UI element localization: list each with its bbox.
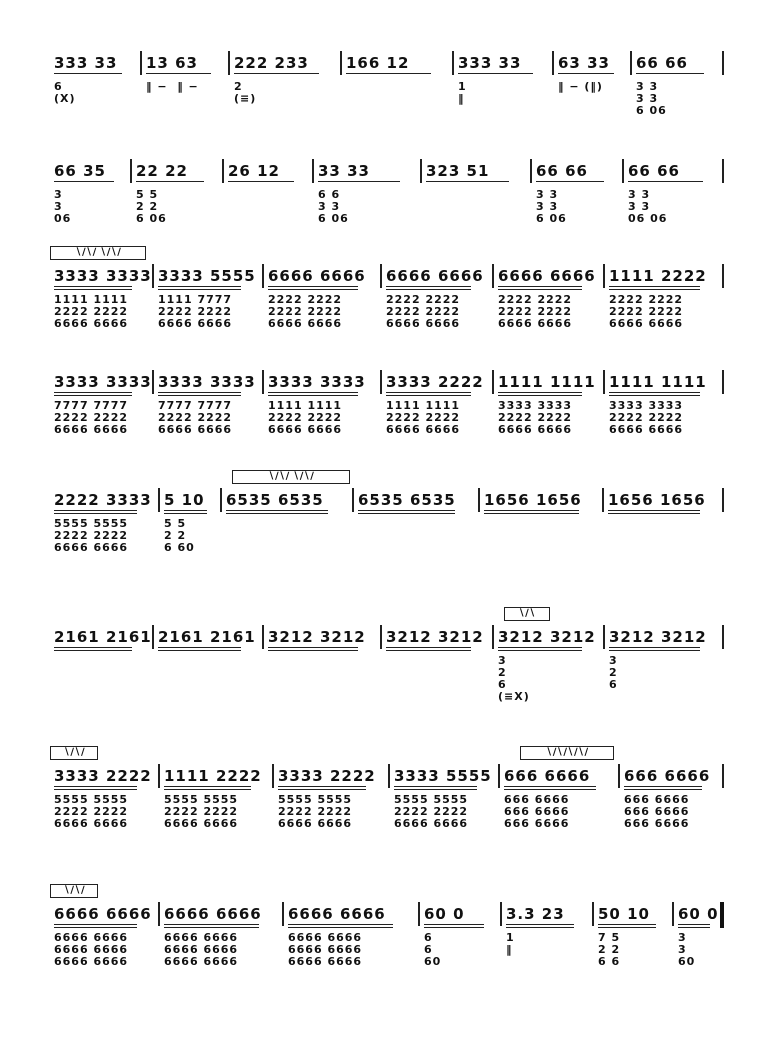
- harmony-stack: 2222 2222 2222 2222 6666 6666: [268, 293, 343, 330]
- beam-line: [234, 73, 319, 74]
- melody-measure: 323 51: [426, 162, 490, 180]
- melody-measure: 3333 5555: [394, 767, 492, 785]
- bar-line: [722, 264, 724, 288]
- bar-line: [618, 764, 620, 788]
- harmony-stack: 2222 2222 2222 2222 6666 6666: [386, 293, 461, 330]
- harmony-stack: 6666 6666 6666 6666 6666 6666: [54, 931, 129, 968]
- melody-measure: 166 12: [346, 54, 410, 72]
- beam-line: [624, 789, 702, 790]
- bar-line: [380, 625, 382, 649]
- harmony-stack: 5555 5555 2222 2222 6666 6666: [278, 793, 353, 830]
- bar-line: [152, 370, 154, 394]
- harmony-stack: 3333 3333 2222 2222 6666 6666: [498, 399, 573, 436]
- harmony-stack: 6666 6666 6666 6666 6666 6666: [164, 931, 239, 968]
- bar-line: [420, 159, 422, 183]
- melody-measure: 66 66: [536, 162, 588, 180]
- beam-line: [158, 289, 241, 290]
- harmony-stack: 3333 3333 2222 2222 6666 6666: [609, 399, 684, 436]
- beam-line: [54, 650, 132, 651]
- beam-line: [608, 510, 700, 511]
- beam-line: [498, 650, 582, 651]
- harmony-stack: 3 3 3 3 6 06: [636, 80, 667, 117]
- harmony-stack: 6 6 60: [424, 931, 442, 968]
- melody-measure: 66 66: [636, 54, 688, 72]
- beam-line: [288, 924, 393, 925]
- melody-measure: 3212 3212: [268, 628, 366, 646]
- melody-measure: 2222 3333: [54, 491, 152, 509]
- melody-measure: 6666 6666: [164, 905, 262, 923]
- beam-line: [424, 924, 484, 925]
- melody-measure: 6535 6535: [358, 491, 456, 509]
- melody-measure: 222 233: [234, 54, 309, 72]
- beam-line: [386, 647, 471, 648]
- melody-measure: 333 33: [54, 54, 118, 72]
- bar-line: [492, 625, 494, 649]
- beam-line: [158, 286, 241, 287]
- melody-measure: 6666 6666: [54, 905, 152, 923]
- melody-measure: 3333 2222: [278, 767, 376, 785]
- harmony-stack: ‖ − ‖ −: [146, 80, 199, 93]
- harmony-stack: 6 6 3 3 6 06: [318, 188, 349, 225]
- beam-line: [609, 289, 700, 290]
- bar-line: [722, 625, 724, 649]
- beam-line: [636, 73, 704, 74]
- melody-measure: 2161 2161: [54, 628, 152, 646]
- beam-line: [358, 510, 455, 511]
- melody-measure: 60 0: [424, 905, 465, 923]
- melody-measure: 33 33: [318, 162, 370, 180]
- harmony-stack: 5555 5555 2222 2222 6666 6666: [54, 517, 129, 554]
- beam-line: [609, 392, 700, 393]
- beam-line: [598, 927, 656, 928]
- beam-line: [536, 181, 604, 182]
- beam-line: [146, 73, 211, 74]
- melody-measure: 1656 1656: [608, 491, 706, 509]
- melody-measure: 2161 2161: [158, 628, 256, 646]
- beam-line: [558, 73, 614, 74]
- bar-line: [222, 159, 224, 183]
- beam-line: [628, 181, 703, 182]
- beam-line: [608, 513, 700, 514]
- beam-line: [426, 181, 509, 182]
- harmony-stack: 1111 1111 2222 2222 6666 6666: [268, 399, 343, 436]
- bar-line: [530, 159, 532, 183]
- beam-line: [54, 513, 137, 514]
- bar-line: [603, 370, 605, 394]
- melody-measure: 26 12: [228, 162, 280, 180]
- bar-line: [492, 264, 494, 288]
- beam-line: [54, 392, 132, 393]
- beam-line: [609, 650, 700, 651]
- melody-measure: 333 33: [458, 54, 522, 72]
- bar-line: [630, 51, 632, 75]
- melody-measure: 22 22: [136, 162, 188, 180]
- bar-line: [602, 488, 604, 512]
- beam-line: [226, 510, 328, 511]
- bowing-box: ∖∕∖∕: [50, 884, 98, 898]
- bar-line: [158, 488, 160, 512]
- harmony-stack: 666 6666 666 6666 666 6666: [504, 793, 570, 830]
- beam-line: [504, 786, 596, 787]
- beam-line: [598, 924, 656, 925]
- bar-line: [282, 902, 284, 926]
- beam-line: [268, 289, 358, 290]
- beam-line: [609, 647, 700, 648]
- bar-line: [220, 488, 222, 512]
- beam-line: [318, 181, 400, 182]
- harmony-stack: 5 5 2 2 6 60: [164, 517, 195, 554]
- harmony-stack: 1111 7777 2222 2222 6666 6666: [158, 293, 233, 330]
- beam-line: [136, 181, 204, 182]
- bar-line: [603, 625, 605, 649]
- harmony-stack: 1 ‖: [506, 931, 515, 956]
- bar-line: [722, 488, 724, 512]
- beam-line: [346, 73, 431, 74]
- bar-line: [478, 488, 480, 512]
- beam-line: [498, 286, 582, 287]
- harmony-stack: 3 3 3 3 06 06: [628, 188, 668, 225]
- beam-line: [424, 927, 484, 928]
- melody-measure: 50 10: [598, 905, 650, 923]
- bar-line: [152, 264, 154, 288]
- beam-line: [278, 786, 366, 787]
- bar-line: [340, 51, 342, 75]
- beam-line: [678, 924, 710, 925]
- bar-line: [158, 902, 160, 926]
- beam-line: [358, 513, 455, 514]
- beam-line: [624, 786, 702, 787]
- beam-line: [158, 395, 241, 396]
- beam-line: [386, 395, 471, 396]
- beam-line: [498, 395, 582, 396]
- bar-line: [262, 370, 264, 394]
- bar-line: [722, 370, 724, 394]
- bar-line: [130, 159, 132, 183]
- bowing-box: ∖∕∖∕: [50, 746, 98, 760]
- harmony-stack: 2 (≡): [234, 80, 257, 105]
- beam-line: [498, 289, 582, 290]
- beam-line: [394, 786, 477, 787]
- harmony-stack: 3 2 6 (≡X): [498, 654, 530, 703]
- bar-line: [262, 264, 264, 288]
- harmony-stack: 3 2 6: [609, 654, 618, 691]
- beam-line: [158, 650, 241, 651]
- beam-line: [226, 513, 328, 514]
- melody-measure: 6666 6666: [386, 267, 484, 285]
- harmony-stack: 3 3 3 3 6 06: [536, 188, 567, 225]
- harmony-stack: 5555 5555 2222 2222 6666 6666: [394, 793, 469, 830]
- beam-line: [54, 286, 132, 287]
- beam-line: [164, 924, 259, 925]
- harmony-stack: 7777 7777 2222 2222 6666 6666: [158, 399, 233, 436]
- bowing-box: ∖∕∖∕ ∖∕∖∕: [50, 246, 146, 260]
- bar-line: [418, 902, 420, 926]
- beam-line: [54, 73, 122, 74]
- beam-line: [268, 647, 358, 648]
- bar-line: [312, 159, 314, 183]
- harmony-stack: 6666 6666 6666 6666 6666 6666: [288, 931, 363, 968]
- melody-measure: 3333 2222: [54, 767, 152, 785]
- beam-line: [54, 789, 137, 790]
- bar-line: [158, 764, 160, 788]
- beam-line: [504, 789, 596, 790]
- melody-measure: 3212 3212: [386, 628, 484, 646]
- bar-line: [272, 764, 274, 788]
- melody-measure: 3333 2222: [386, 373, 484, 391]
- bar-line: [380, 370, 382, 394]
- harmony-stack: 7777 7777 2222 2222 6666 6666: [54, 399, 129, 436]
- melody-measure: 6666 6666: [268, 267, 366, 285]
- beam-line: [158, 392, 241, 393]
- beam-line: [268, 392, 358, 393]
- beam-line: [164, 510, 207, 511]
- melody-measure: 6666 6666: [288, 905, 386, 923]
- beam-line: [498, 647, 582, 648]
- bar-line: [672, 902, 674, 926]
- beam-line: [506, 927, 574, 928]
- melody-measure: 60 0: [678, 905, 719, 923]
- beam-line: [609, 286, 700, 287]
- beam-line: [484, 510, 579, 511]
- bar-line: [722, 764, 724, 788]
- beam-line: [164, 786, 251, 787]
- bar-line: [380, 264, 382, 288]
- harmony-stack: 2222 2222 2222 2222 6666 6666: [609, 293, 684, 330]
- beam-line: [609, 395, 700, 396]
- melody-measure: 3333 3333: [54, 373, 152, 391]
- melody-measure: 1656 1656: [484, 491, 582, 509]
- melody-measure: 6535 6535: [226, 491, 324, 509]
- harmony-stack: 3 3 06: [54, 188, 72, 225]
- harmony-stack: 5555 5555 2222 2222 6666 6666: [54, 793, 129, 830]
- melody-measure: 66 66: [628, 162, 680, 180]
- beam-line: [484, 513, 579, 514]
- melody-measure: 5 10: [164, 491, 205, 509]
- melody-measure: 1111 1111: [609, 373, 707, 391]
- bowing-box: ∖∕∖: [504, 607, 550, 621]
- final-barline: [720, 902, 724, 928]
- beam-line: [54, 924, 137, 925]
- harmony-stack: 2222 2222 2222 2222 6666 6666: [498, 293, 573, 330]
- bar-line: [492, 370, 494, 394]
- melody-measure: 1111 1111: [498, 373, 596, 391]
- harmony-stack: 666 6666 666 6666 666 6666: [624, 793, 690, 830]
- beam-line: [164, 789, 251, 790]
- melody-measure: 3212 3212: [609, 628, 707, 646]
- bar-line: [152, 625, 154, 649]
- beam-line: [54, 647, 132, 648]
- beam-line: [278, 789, 366, 790]
- beam-line: [498, 392, 582, 393]
- bar-line: [140, 51, 142, 75]
- beam-line: [228, 181, 294, 182]
- melody-measure: 3333 5555: [158, 267, 256, 285]
- bar-line: [552, 51, 554, 75]
- bar-line: [622, 159, 624, 183]
- bar-line: [228, 51, 230, 75]
- melody-measure: 3333 3333: [54, 267, 152, 285]
- harmony-stack: 5 5 2 2 6 06: [136, 188, 167, 225]
- melody-measure: 63 33: [558, 54, 610, 72]
- melody-measure: 3333 3333: [158, 373, 256, 391]
- bar-line: [592, 902, 594, 926]
- bar-line: [452, 51, 454, 75]
- beam-line: [164, 927, 259, 928]
- bar-line: [352, 488, 354, 512]
- bowing-box: ∖∕∖∕ ∖∕∖∕: [232, 470, 350, 484]
- beam-line: [54, 289, 132, 290]
- beam-line: [386, 289, 471, 290]
- harmony-stack: 7 5 2 2 6 6: [598, 931, 621, 968]
- melody-measure: 666 6666: [504, 767, 591, 785]
- melody-measure: 1111 2222: [164, 767, 262, 785]
- beam-line: [54, 927, 137, 928]
- melody-measure: 6666 6666: [498, 267, 596, 285]
- beam-line: [386, 286, 471, 287]
- melody-measure: 3212 3212: [498, 628, 596, 646]
- beam-line: [458, 73, 533, 74]
- melody-measure: 666 6666: [624, 767, 711, 785]
- beam-line: [506, 924, 574, 925]
- melody-measure: 13 63: [146, 54, 198, 72]
- melody-measure: 3.3 23: [506, 905, 565, 923]
- beam-line: [54, 510, 137, 511]
- melody-measure: 3333 3333: [268, 373, 366, 391]
- harmony-stack: 1 ‖: [458, 80, 467, 105]
- beam-line: [386, 650, 471, 651]
- harmony-stack: 6 (X): [54, 80, 76, 105]
- beam-line: [164, 513, 207, 514]
- melody-measure: 66 35: [54, 162, 106, 180]
- bar-line: [388, 764, 390, 788]
- bar-line: [722, 51, 724, 75]
- beam-line: [288, 927, 393, 928]
- beam-line: [54, 395, 132, 396]
- beam-line: [268, 395, 358, 396]
- beam-line: [394, 789, 477, 790]
- harmony-stack: 1111 1111 2222 2222 6666 6666: [54, 293, 129, 330]
- bowing-box: ∖∕∖∕∖∕∖∕: [520, 746, 614, 760]
- bar-line: [262, 625, 264, 649]
- bar-line: [498, 764, 500, 788]
- harmony-stack: 1111 1111 2222 2222 6666 6666: [386, 399, 461, 436]
- beam-line: [268, 286, 358, 287]
- beam-line: [54, 181, 114, 182]
- melody-measure: 1111 2222: [609, 267, 707, 285]
- beam-line: [268, 650, 358, 651]
- harmony-stack: 3 3 60: [678, 931, 696, 968]
- beam-line: [54, 786, 137, 787]
- harmony-stack: 5555 5555 2222 2222 6666 6666: [164, 793, 239, 830]
- beam-line: [678, 927, 710, 928]
- bar-line: [603, 264, 605, 288]
- beam-line: [158, 647, 241, 648]
- bar-line: [500, 902, 502, 926]
- bar-line: [722, 159, 724, 183]
- harmony-stack: ‖ − (‖): [558, 80, 603, 93]
- beam-line: [386, 392, 471, 393]
